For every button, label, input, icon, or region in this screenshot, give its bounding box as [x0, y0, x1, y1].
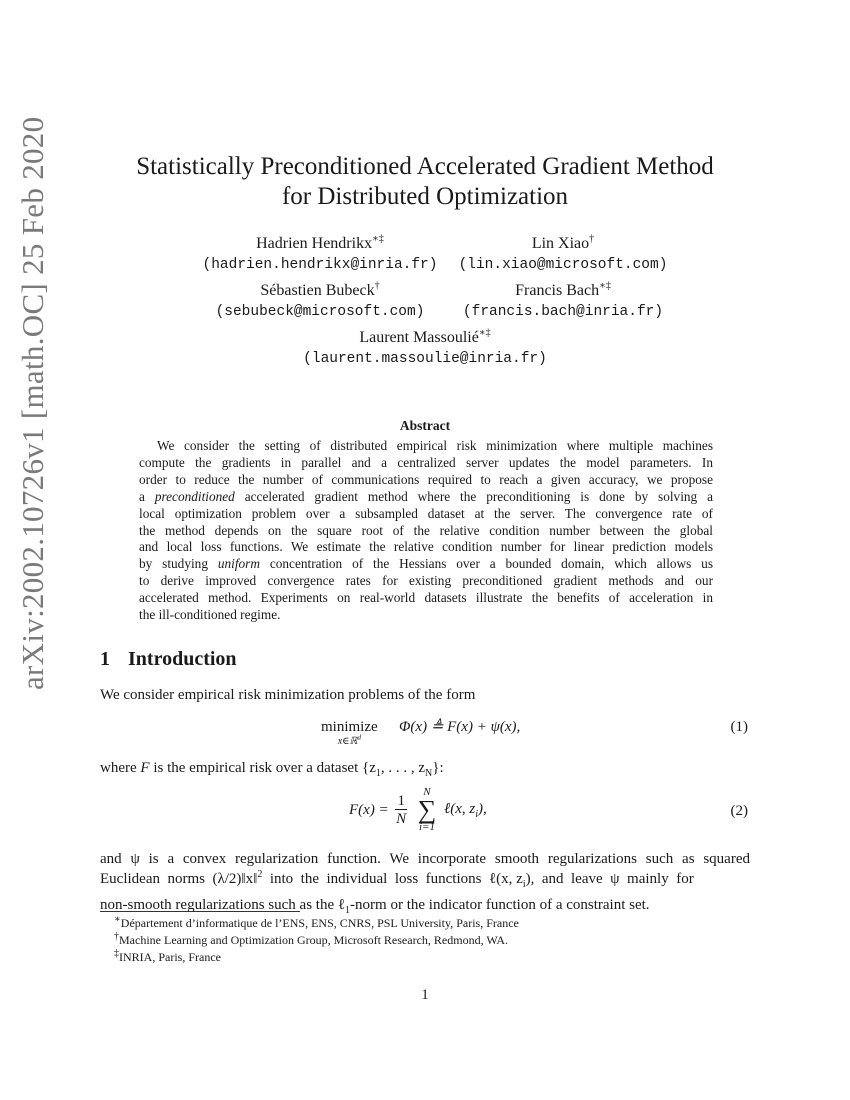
- emphasis: preconditioned: [154, 488, 235, 504]
- equation-operator: minimize x∈ℝ$^d$: [321, 719, 378, 747]
- abstract-line: a preconditioned accelerated gradient method where the preconditioning is done by solving a: [139, 488, 713, 504]
- author-name: Sébastien Bubeck: [260, 282, 375, 299]
- footnote: ‡INRIA, Paris, France: [114, 948, 221, 964]
- author-block: [255, 327, 595, 369]
- page-number: 1: [421, 987, 429, 1003]
- title-line-2: for Distributed Optimization: [281, 183, 569, 210]
- paper-title: [100, 152, 750, 212]
- author-name: Lin Xiao: [531, 235, 590, 252]
- emphasis: uniform: [217, 556, 260, 572]
- equation-2: [100, 787, 750, 839]
- abstract-line: We consider the setting of distributed empirical risk minimization where multiple machines: [157, 438, 713, 453]
- equation-number: (1): [730, 719, 748, 735]
- abstract-line: by studying uniform concentration of the Hessians over a bounded domain, which allows us: [139, 556, 714, 572]
- abstract-line: local optimization problem over a subsampled dataset at the server. The convergence rate of: [139, 505, 713, 521]
- section-number: 1: [100, 648, 110, 670]
- abstract-line: the ill-conditioned regime.: [139, 607, 281, 623]
- abstract-text: [139, 438, 713, 624]
- footnote: †Machine Learning and Optimization Group, Microsoft Research, Redmond, WA.: [114, 931, 509, 947]
- author-block: [393, 233, 733, 275]
- paragraph-line: Euclidean norms (λ/2)‖x‖$^2$ into the individual loss functions ℓ(x, $z_i$), and leave ψ mainly for: [100, 869, 694, 890]
- author-email: (hadrien.hendrikx@inria.fr): [202, 257, 438, 273]
- equation-expression: F(x) = $\frac{1}{N}$ N ∑ i=1 ℓ(x, $z_i$),: [349, 786, 487, 833]
- author-block: [393, 280, 733, 322]
- author-email: (lin.xiao@microsoft.com): [458, 257, 668, 273]
- section-heading: [100, 648, 237, 671]
- summation: N ∑ i=1: [417, 786, 437, 833]
- paragraph: [100, 685, 750, 705]
- abstract-line: and local loss functions. We estimate the relative condition number for linear prediction models: [139, 539, 713, 555]
- abstract-line: to derive improved convergence rates for existing preconditioned gradient methods and our: [139, 573, 713, 589]
- author-email: (francis.bach@inria.fr): [462, 304, 664, 320]
- author-marks: †: [374, 280, 380, 292]
- equation-expression: Φ(x) ≜ F(x) + ψ(x),: [399, 719, 521, 735]
- author-name: Hadrien Hendrikx: [256, 235, 373, 252]
- fraction: $\frac{1}{N}$: [396, 792, 407, 827]
- abstract-line: accelerated method. Experiments on real-world datasets illustrate the benefits of acceleration in: [139, 590, 713, 606]
- paragraph-line: and ψ is a convex regularization function. We incorporate smooth regularizations such as squared: [100, 851, 750, 867]
- footnotes: [100, 915, 750, 966]
- equation-1: [100, 718, 750, 750]
- author-marks: ∗‡: [599, 280, 611, 292]
- abstract-line: order to reduce the number of communications required to reach a given accuracy, we propose: [139, 471, 713, 487]
- paragraph-line: We consider empirical risk minimization problems of the form: [100, 687, 476, 703]
- equation-number: (2): [730, 803, 748, 819]
- author-marks: ∗‡: [478, 327, 491, 339]
- paragraph-line: non-smooth regularizations such as the ℓ$_1$-norm or the indicator function of a constraint set.: [100, 897, 650, 916]
- abstract-line: the method depends on the square root of the relative condition number between the global: [139, 522, 713, 538]
- author-email: (laurent.massoulie@inria.fr): [303, 351, 547, 367]
- title-line-1: Statistically Preconditioned Accelerated Gradient Method: [136, 153, 714, 180]
- paragraph: [100, 758, 750, 784]
- author-name: Francis Bach: [515, 282, 600, 299]
- arxiv-identifier: arXiv:2002.10726v1 [math.OC] 25 Feb 2020: [15, 116, 50, 690]
- author-marks: †: [589, 233, 595, 245]
- abstract-line: compute the gradients in parallel and a centralized server updates the model parameters. In: [139, 454, 713, 470]
- abstract-heading: Abstract: [399, 418, 451, 433]
- footnote: ∗Département d’informatique de l’ENS, ENS, CNRS, PSL University, Paris, France: [114, 914, 519, 930]
- author-email: (sebubeck@microsoft.com): [215, 304, 425, 320]
- paragraph-line: where F is the empirical risk over a dataset {$z_1$, . . . , $z_N$}:: [100, 760, 444, 779]
- author-marks: ∗‡: [372, 233, 384, 245]
- section-title: Introduction: [128, 648, 237, 670]
- footnote-divider: [100, 911, 300, 912]
- author-name: Laurent Massoulié: [359, 329, 479, 346]
